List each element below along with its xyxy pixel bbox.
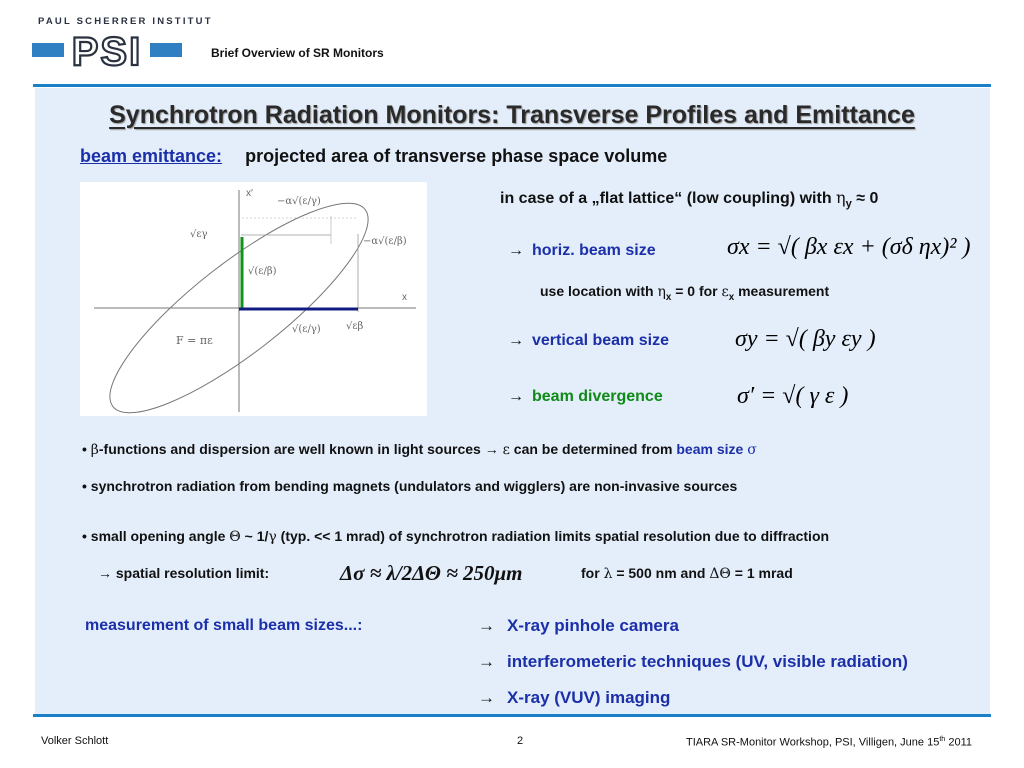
header-title: Brief Overview of SR Monitors	[211, 46, 384, 60]
footer-event-sup: th	[939, 735, 946, 743]
emittance-line	[80, 146, 667, 167]
arrow-icon: →	[478, 652, 495, 671]
use-location-note	[540, 283, 829, 303]
eta-subscript: y	[845, 198, 852, 211]
arrow-icon: →	[508, 332, 524, 349]
technique-label: X-ray pinhole camera	[507, 616, 679, 635]
gamma-symbol: γ	[268, 529, 277, 545]
vertical-beam-size-formula: σy = √( βy εy )	[735, 326, 876, 352]
measurement-label: measurement of small beam sizes...:	[85, 617, 363, 634]
psi-logo	[32, 30, 182, 72]
bottom-rule	[33, 714, 991, 717]
technique-item	[478, 652, 908, 672]
arrow-icon: →	[478, 688, 495, 707]
institute-name: PAUL SCHERRER INSTITUT	[38, 16, 213, 27]
area-label: F = πε	[176, 334, 213, 347]
cond-text-c: = 1 mrad	[730, 565, 793, 581]
emittance-label: beam emittance:	[80, 146, 223, 166]
footer-page-number: 2	[517, 735, 524, 747]
beam-divergence-row	[508, 388, 663, 406]
horiz-beam-size-row	[508, 242, 656, 260]
lambda-symbol: λ	[603, 566, 613, 582]
bullet-non-invasive: • synchrotron radiation from bending magnets (undulators and wigglers) are non-invasive sources	[82, 478, 738, 494]
cond-text-a: for	[581, 565, 604, 581]
xprime-axis-label: x′	[246, 188, 253, 199]
bullet-opening-angle: • small opening angle Θ ~ 1/γ (typ. << 1 mrad) of synchrotron radiation limits spatial resolution due to diffraction	[82, 528, 830, 545]
phase-space-ellipse-plot	[80, 182, 427, 416]
label-sqrt-eps-over-beta: √(ε/β)	[248, 266, 277, 277]
theta-symbol: Θ	[229, 529, 241, 545]
spatial-resolution-label: → spatial resolution limit:	[98, 565, 270, 581]
top-rule	[33, 84, 991, 87]
use-location-text-b: = 0 for	[671, 283, 722, 299]
bullet3-text-b: ~ 1/	[240, 528, 269, 544]
bullet1-text2: can be determined from	[509, 441, 677, 457]
eta-x-symbol: η	[657, 284, 666, 300]
bullet3-text-a: small opening angle	[90, 528, 230, 544]
technique-item	[478, 616, 679, 636]
technique-item	[478, 688, 670, 708]
label-sqrt-eps-beta: √εβ	[346, 321, 364, 332]
beta-symbol: β	[90, 442, 99, 458]
flat-lattice-text: in case of a „flat lattice“ (low coupling) with	[500, 190, 837, 207]
label-sqrt-eps-over-gamma: √(ε/γ)	[292, 324, 321, 335]
bullet1-beam-size: beam size	[676, 441, 748, 457]
epsilon-x-subscript: x	[728, 291, 735, 303]
technique-label: interferometeric techniques (UV, visible radiation)	[507, 652, 908, 671]
footer-event-text: TIARA SR-Monitor Workshop, PSI, Villigen, June 15	[686, 736, 940, 749]
flat-lattice-note	[500, 188, 878, 210]
eta-symbol: η	[836, 188, 846, 207]
slide-title: Synchrotron Radiation Monitors: Transverse Profiles and Emittance	[109, 101, 915, 129]
label-neg-alpha-eps-gamma: −α√(ε/γ)	[277, 196, 321, 207]
epsilon-symbol: ε	[502, 442, 510, 458]
logo-text: PSI	[71, 30, 143, 72]
label-sqrt-eps-gamma: √εγ	[190, 229, 208, 240]
use-location-text-c: measurement	[734, 283, 830, 299]
epsilon-x-symbol: ε	[721, 284, 729, 300]
eta-x-subscript: x	[665, 291, 672, 303]
arrow-icon: →	[508, 388, 524, 405]
arrow-icon: →	[508, 242, 524, 259]
footer-author: Volker Schlott	[41, 735, 109, 747]
beam-divergence-formula: σ′ = √( γ ε )	[737, 383, 849, 409]
cond-text-b: = 500 nm and	[612, 565, 710, 581]
technique-label: X-ray (VUV) imaging	[507, 688, 671, 707]
x-axis-label: x	[402, 292, 407, 303]
emittance-definition: projected area of transverse phase space volume	[245, 146, 668, 166]
bullet2-text: synchrotron radiation from bending magnets (undulators and wigglers) are non-invasive sources	[90, 478, 738, 494]
arrow-icon: →	[478, 616, 495, 635]
footer-event	[686, 735, 972, 749]
footer-event-year: 2011	[945, 736, 973, 749]
delta-theta-symbol: ΔΘ	[709, 566, 731, 582]
vertical-beam-size-label: vertical beam size	[532, 332, 669, 349]
beam-divergence-label: beam divergence	[532, 388, 663, 405]
bullet-beta-functions: • β-functions and dispersion are well known in light sources → ε can be determined from beam size σ	[82, 441, 757, 458]
bullet3-text-c: (typ. << 1 mrad) of synchrotron radiation limits spatial resolution due to diffraction	[276, 528, 830, 544]
bullet1-text: -functions and dispersion are well known in light sources →	[98, 441, 503, 457]
spatial-resolution-formula: Δσ ≈ λ/2ΔΘ ≈ 250μm	[340, 561, 523, 585]
vertical-beam-size-row	[508, 332, 669, 350]
spatial-resolution-condition	[581, 565, 793, 582]
horiz-beam-size-label: horiz. beam size	[532, 242, 656, 259]
label-neg-alpha-eps-beta: −α√(ε/β)	[363, 236, 407, 247]
sigma-symbol: σ	[747, 442, 757, 458]
use-location-text-a: use location with	[540, 283, 658, 299]
horiz-beam-size-formula: σx = √( βx εx + (σδ ηx)² )	[727, 234, 971, 260]
flat-lattice-tail: ≈ 0	[851, 190, 879, 207]
